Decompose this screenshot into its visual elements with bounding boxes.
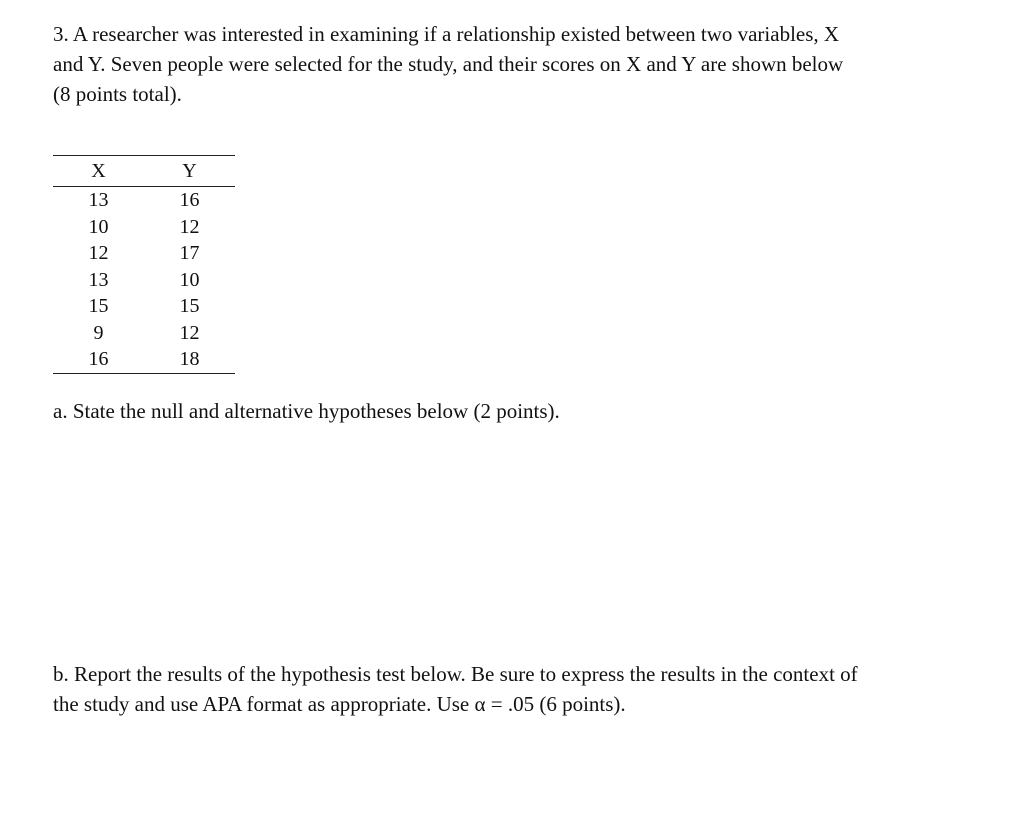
column-header-x: X: [53, 156, 144, 187]
table-row: [53, 187, 235, 214]
cell-y: 12: [179, 321, 200, 344]
cell-y: 10: [179, 268, 200, 291]
scores-table: [53, 155, 235, 374]
question-intro: [53, 19, 953, 109]
intro-line-3: (8 points total).: [53, 82, 182, 106]
cell-x: 10: [88, 215, 109, 238]
table-row: [53, 240, 235, 267]
cell-x: 12: [88, 242, 109, 264]
cell-y: 16: [179, 189, 200, 211]
table-row: [53, 267, 235, 294]
cell-x: 15: [88, 295, 109, 317]
cell-y: 12: [179, 215, 200, 238]
cell-x: 16: [53, 346, 144, 373]
part-b-line-1: b. Report the results of the hypothesis test below. Be sure to express the results in the context of: [53, 662, 858, 686]
cell-y: 17: [179, 242, 200, 264]
intro-line-1: 3. A researcher was interested in examining if a relationship existed between two variables, X: [53, 22, 840, 46]
part-a-prompt: a. State the null and alternative hypotheses below (2 points).: [53, 399, 560, 423]
column-header-y: Y: [144, 156, 235, 187]
table-header-row: [53, 156, 235, 187]
cell-x: 9: [93, 321, 104, 344]
table-row: [53, 320, 235, 347]
part-b-prompt: [53, 659, 973, 719]
table-row: [53, 346, 235, 373]
part-b-line-2: the study and use APA format as appropriate. Use α = .05 (6 points).: [53, 692, 626, 716]
table-row: [53, 293, 235, 320]
table-row: [53, 214, 235, 241]
intro-line-2: and Y. Seven people were selected for the study, and their scores on X and Y are shown below: [53, 52, 844, 76]
cell-x: 13: [88, 268, 109, 291]
cell-x: 13: [88, 189, 109, 211]
cell-y: 15: [179, 295, 200, 317]
cell-y: 18: [144, 346, 235, 373]
